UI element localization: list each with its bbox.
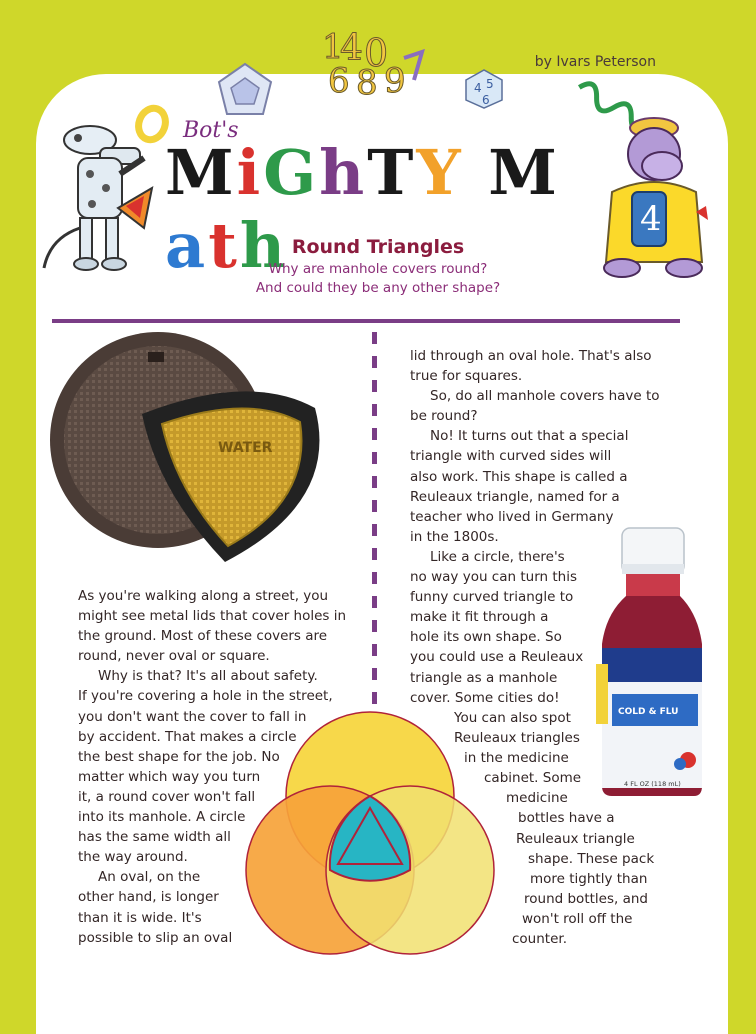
svg-text:4: 4	[340, 28, 363, 69]
text-line: round, never oval or square.	[78, 648, 270, 665]
text-line: bottles have a	[518, 810, 615, 827]
logo-name: MiGhTY Math	[165, 136, 560, 282]
text-line: You can also spot	[454, 710, 571, 726]
text-line: by accident. That makes a circle	[78, 728, 297, 745]
column-divider	[372, 332, 377, 712]
text-line: has the same width all	[78, 829, 231, 846]
text-line: won't roll off the	[522, 910, 633, 927]
text-line: than it is wide. It's	[78, 909, 202, 926]
text-line: So, do all manhole covers have to	[430, 388, 660, 405]
dodecahedron-icon	[215, 62, 275, 122]
text-line: be round?	[410, 408, 478, 425]
medicine-bottle-photo	[596, 524, 706, 804]
text-line: the way around.	[78, 849, 188, 866]
text-line: into its manhole. A circle	[78, 809, 246, 826]
text-line: the best shape for the job. No	[78, 748, 280, 765]
text-line: An oval, on the	[98, 869, 201, 886]
text-line: make it fit through a	[410, 609, 549, 626]
text-line: you could use a Reuleaux	[410, 649, 584, 666]
text-line: shape. These pack	[528, 850, 655, 867]
text-line: medicine	[506, 790, 568, 807]
text-line: matter which way you turn	[78, 768, 261, 785]
article-title: Round Triangles	[291, 236, 465, 258]
svg-text:4: 4	[640, 199, 662, 239]
text-line: true for squares.	[410, 368, 523, 385]
subtitle-line: Why are manhole covers round?	[268, 261, 488, 277]
text-line: If you're covering a hole in the street,	[78, 688, 333, 705]
logo-prefix: Bot's	[183, 118, 239, 143]
byline: by Ivars Peterson	[534, 54, 656, 70]
svg-text:1: 1	[322, 27, 344, 67]
text-line: funny curved triangle to	[410, 589, 574, 606]
svg-text:9: 9	[384, 61, 406, 101]
text-line: cover. Some cities do!	[410, 689, 560, 706]
text-line: might see metal lids that cover holes in	[78, 608, 347, 625]
text-line: teacher who lived in Germany	[410, 508, 614, 525]
text-line: no way you can turn this	[410, 569, 577, 586]
text-line: more tightly than	[530, 870, 648, 887]
svg-text:6: 6	[328, 61, 350, 101]
svg-text:5: 5	[486, 77, 494, 91]
text-line: other hand, is longer	[78, 889, 219, 906]
bottle-brand: COLD & FLU	[618, 707, 679, 717]
text-line: possible to slip an oval	[78, 929, 233, 946]
text-line: No! It turns out that a special	[430, 428, 629, 445]
svg-text:8: 8	[356, 63, 378, 103]
text-line: also work. This shape is called a	[410, 468, 628, 485]
text-line: triangle with curved sides will	[410, 448, 612, 465]
reuleaux-venn-diagram	[246, 712, 516, 1012]
text-line: Like a circle, there's	[430, 548, 565, 565]
manhole-label: WATER	[218, 440, 273, 456]
text-line: round bottles, and	[524, 890, 648, 907]
text-line: you don't want the cover to fall in	[78, 708, 307, 725]
svg-text:6: 6	[482, 93, 490, 107]
text-line: Reuleaux triangle	[516, 830, 635, 847]
text-line: hole its own shape. So	[410, 629, 562, 646]
text-line: cabinet. Some	[484, 770, 582, 787]
dice-icon	[462, 66, 506, 110]
title-divider	[52, 319, 680, 323]
text-line: counter.	[512, 931, 567, 948]
text-line: the ground. Most of these covers are	[78, 628, 328, 645]
text-line: in the medicine	[464, 750, 569, 767]
text-line: triangle as a manhole	[410, 669, 558, 686]
text-line: As you're walking along a street, you	[78, 588, 329, 604]
svg-text:0: 0	[364, 31, 389, 75]
text-line: Why is that? It's all about safety.	[98, 668, 318, 685]
bottle-volume: 4 FL OZ (118 mL)	[624, 780, 681, 788]
text-line: Reuleaux triangles	[454, 730, 580, 747]
text-line: lid through an oval hole. That's also	[410, 348, 652, 364]
numbers-icon	[318, 18, 428, 103]
text-line: in the 1800s.	[410, 528, 499, 545]
text-line: Reuleaux triangle, named for a	[410, 488, 620, 505]
text-line: it, a round cover won't fall	[78, 788, 256, 805]
subtitle-line: And could they be any other shape?	[255, 280, 501, 296]
article-subtitle	[0, 260, 756, 298]
svg-text:4: 4	[474, 81, 482, 95]
manhole-covers-photo	[50, 332, 370, 572]
